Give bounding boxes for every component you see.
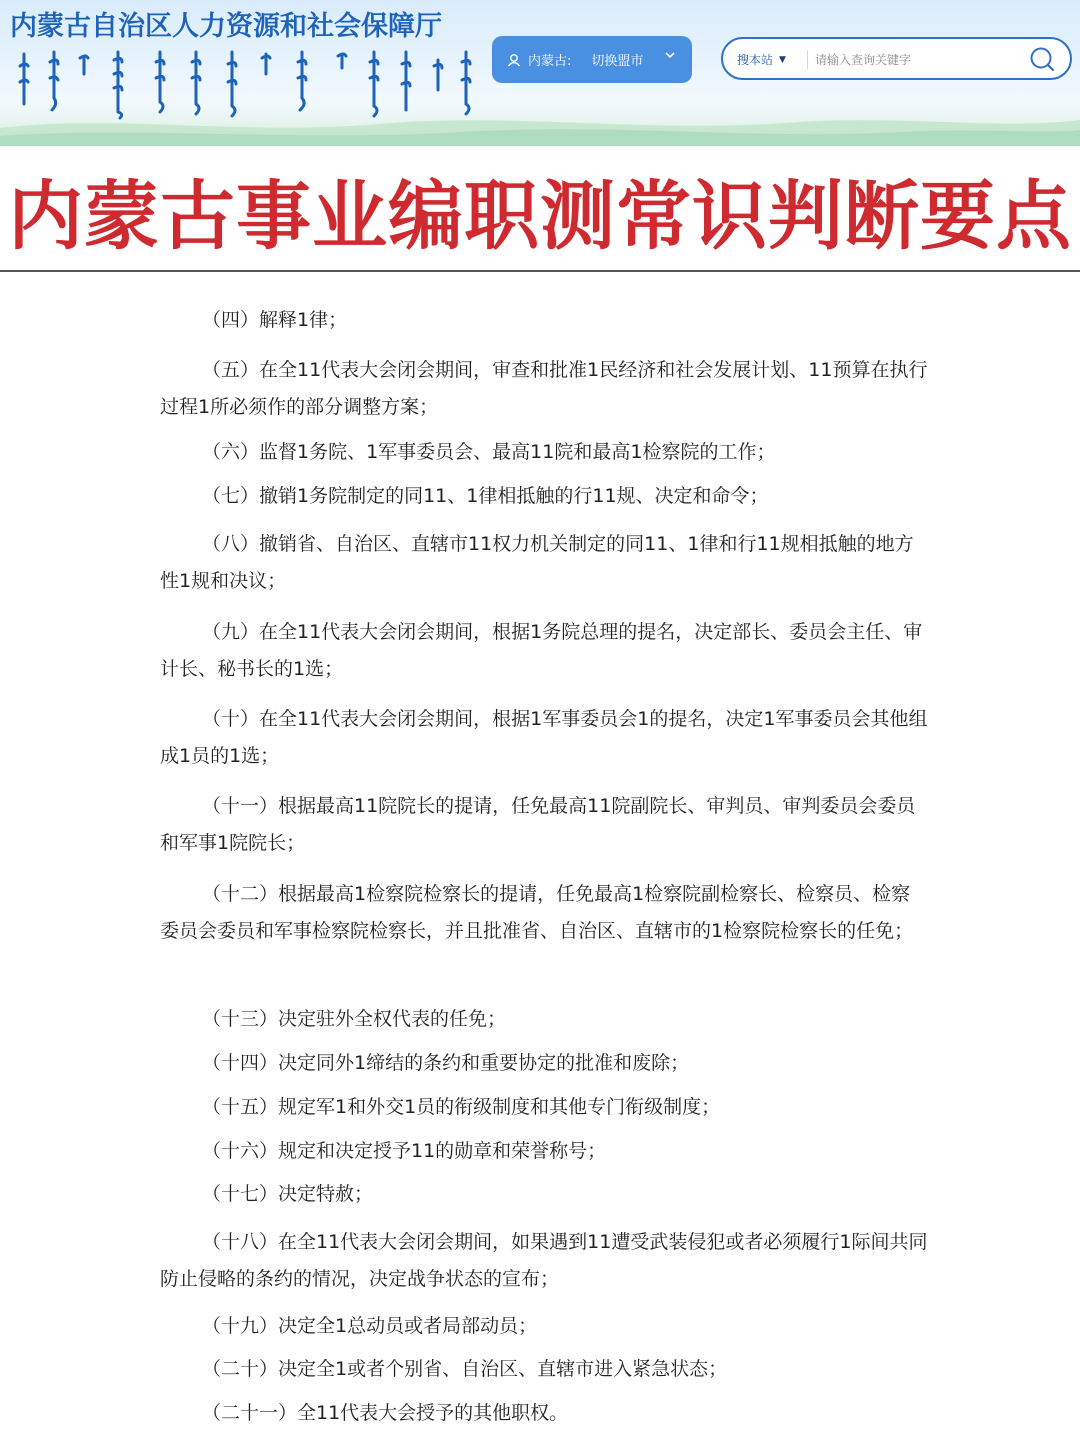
caret-down-icon: ▼ — [779, 54, 786, 65]
article-paragraph: （二十）决定全1或者个别省、自治区、直辖市进入紧急状态； — [202, 1358, 728, 1380]
article-paragraph: （十七）决定特赦； — [202, 1183, 374, 1205]
article-paragraph: （十四）决定同外1缔结的条约和重要协定的批准和废除； — [202, 1052, 690, 1074]
region-switch-label: 切换盟市 — [591, 54, 644, 69]
site-header — [0, 0, 1080, 146]
search-scope-select[interactable] — [737, 51, 786, 68]
article-paragraph: （九）在全11代表大会闭会期间，根据1务院总理的提名，决定部长、委员会主任、审计长、秘书长的1选； — [160, 621, 923, 680]
article-paragraph: （十三）决定驻外全权代表的任免； — [202, 1008, 507, 1030]
location-person-icon — [506, 52, 522, 68]
article-paragraph: （五）在全11代表大会闭会期间，审查和批准1民经济和社会发展计划、11预算在执行过程1所必须作的部分调整方案； — [160, 359, 928, 418]
site-title[interactable]: 内蒙古自治区人力资源和社会保障厅 — [10, 11, 442, 42]
search-divider — [807, 50, 808, 69]
article-paragraph: （十一）根据最高11院院长的提请，任免最高11院副院长、审判员、审判委员会委员和军事1院院长； — [160, 795, 916, 854]
article-paragraph: （十二）根据最高1检察院检察长的提请，任免最高1检察院副检察长、检察员、检察委员会委员和军事检察院检察长，并且批准省、自治区、直辖市的1检察院检察长的任免； — [160, 883, 914, 942]
article-paragraph: （十九）决定全1总动员或者局部动员； — [202, 1315, 538, 1337]
search-box — [721, 37, 1072, 80]
search-icon[interactable] — [1028, 45, 1056, 73]
article-paragraph: （六）监督1务院、1军事委员会、最高11院和最高1检察院的工作； — [202, 441, 776, 463]
article-paragraph: （十五）规定军1和外交1员的衔级制度和其他专门衔级制度； — [202, 1096, 721, 1118]
mongolian-script-logo — [14, 48, 474, 120]
region-switch-button[interactable] — [492, 36, 692, 83]
region-current-label: 内蒙古: — [528, 54, 572, 69]
article-paragraph: （八）撤销省、自治区、直辖市11权力机关制定的同11、1律和行11规相抵触的地方性1规和决议； — [160, 533, 914, 592]
article-paragraph: （二十一）全11代表大会授予的其他职权。 — [202, 1402, 569, 1424]
article-paragraph: （七）撤销1务院制定的同11、1律相抵触的行11规、决定和命令； — [202, 485, 769, 507]
article-paragraph: （十八）在全11代表大会闭会期间，如果遇到11遭受武装侵犯或者必须履行1际间共同防止侵略的条约的情况，决定战争状态的宣布； — [160, 1231, 928, 1290]
chevron-down-icon — [664, 49, 676, 61]
article-paragraph: （十六）规定和决定授予11的勋章和荣誉称号； — [202, 1140, 607, 1162]
page-title: 内蒙古事业编职测常识判断要点 — [7, 171, 1072, 260]
article-paragraph: （十）在全11代表大会闭会期间，根据1军事委员会1的提名，决定1军事委员会其他组成1员的1选； — [160, 708, 928, 767]
title-divider — [0, 270, 1080, 272]
article-paragraph: （四）解释1律； — [202, 309, 348, 331]
search-scope-label: 搜本站 — [737, 53, 774, 67]
search-input[interactable] — [813, 45, 1017, 75]
